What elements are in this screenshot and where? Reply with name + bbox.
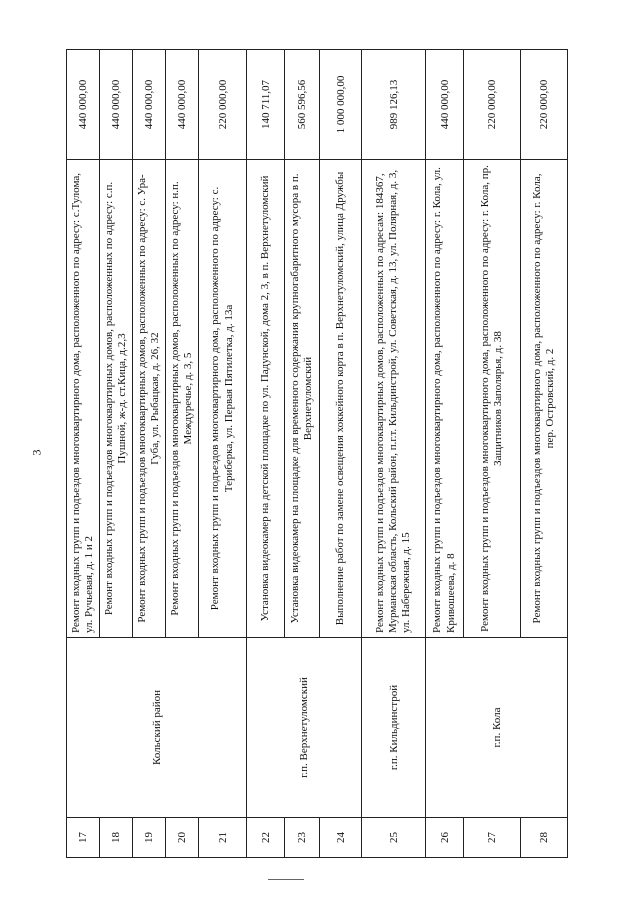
work-description: Ремонт входных групп и подъездов многоквартирных домов, расположенных по адресу: н.п. Междуречье, д. 3, 5 <box>166 160 199 638</box>
amount-cell: 440 000,00 <box>100 50 133 160</box>
work-description: Установка видеокамер на детской площадке по ул. Падунской, дома 2, 3, в п. Верхнетуломский <box>247 160 285 638</box>
amount-cell: 1 000 000,00 <box>320 50 362 160</box>
row-number: 25 <box>362 818 426 858</box>
row-number: 20 <box>166 818 199 858</box>
table-row <box>247 50 285 858</box>
amount-cell: 220 000,00 <box>464 50 521 160</box>
work-description: Ремонт входных групп и подъездов многоквартирных домов, расположенных по адресу: с.п. Пушной, ж-д. ст.Кица, д.2,3 <box>100 160 133 638</box>
work-description: Ремонт входных групп и подъездов многоквартирных домов, расположенных по адресу: с. Ура-Губа, ул. Рыбацкая, д. 26, 32 <box>133 160 166 638</box>
work-description: Ремонт входных групп и подъездов многоквартирного дома, расположенного по адресу: г. Кола, ул. Кривошеева, д. 8 <box>426 160 464 638</box>
amount-cell: 220 000,00 <box>521 50 568 160</box>
amount-cell: 140 711,07 <box>247 50 285 160</box>
row-number: 22 <box>247 818 285 858</box>
row-number: 19 <box>133 818 166 858</box>
page-number: 3 <box>29 449 44 456</box>
amount-cell: 560 596,56 <box>285 50 320 160</box>
amount-cell: 440 000,00 <box>133 50 166 160</box>
row-number: 17 <box>67 818 100 858</box>
table-row <box>362 50 426 858</box>
row-number: 21 <box>199 818 247 858</box>
row-number: 23 <box>285 818 320 858</box>
location-cell: Кольский район <box>67 638 247 818</box>
row-number: 28 <box>521 818 568 858</box>
row-number: 24 <box>320 818 362 858</box>
work-description: Выполнение работ по замене освещения хоккейного корта в п. Верхнетуломский, улица Дружбы <box>320 160 362 638</box>
table-row <box>426 50 464 858</box>
work-description: Ремонт входных групп и подъездов многоквартирного дома, расположенного по адресу: г. Кола, пер. Островский, д. 2 <box>521 160 568 638</box>
work-description: Установка видеокамер на площадке для временного содержания крупногабаритного мусора в п. Верхнетуломский <box>285 160 320 638</box>
location-cell: г.п. Кола <box>426 638 568 818</box>
location-cell: г.п. Верхнетуломский <box>247 638 362 818</box>
row-number: 27 <box>464 818 521 858</box>
work-description: Ремонт входных групп и подъездов многоквартирных домов, расположенных по адресам: 184367, Мурманская область, Кольский район, п.г.т. Кильдинстрой, ул. Советская, д. 13, ул. Полярная, д. 3, ул. Набережная, д. 15 <box>362 160 426 638</box>
table-row <box>67 50 100 858</box>
location-cell: г.п. Кильдинстрой <box>362 638 426 818</box>
amount-cell: 440 000,00 <box>67 50 100 160</box>
amount-cell: 989 126,13 <box>362 50 426 160</box>
amount-cell: 220 000,00 <box>199 50 247 160</box>
work-description: Ремонт входных групп и подъездов многоквартирного дома, расположенного по адресу: с.Тулома, ул. Ручьевая, д. 1 и 2 <box>67 160 100 638</box>
row-number: 26 <box>426 818 464 858</box>
funding-table <box>66 49 568 858</box>
amount-cell: 440 000,00 <box>426 50 464 160</box>
amount-cell: 440 000,00 <box>166 50 199 160</box>
work-description: Ремонт входных групп и подъездов многоквартирного дома, расположенного по адресу: с. Териберка, ул. Первая Пятилетка, д. 13а <box>199 160 247 638</box>
work-description: Ремонт входных групп и подъездов многоквартирного дома, расположенного по адресу: г. Кола, пр. Защитников Заполярья, д. 38 <box>464 160 521 638</box>
row-number: 18 <box>100 818 133 858</box>
footer-divider <box>268 879 304 880</box>
